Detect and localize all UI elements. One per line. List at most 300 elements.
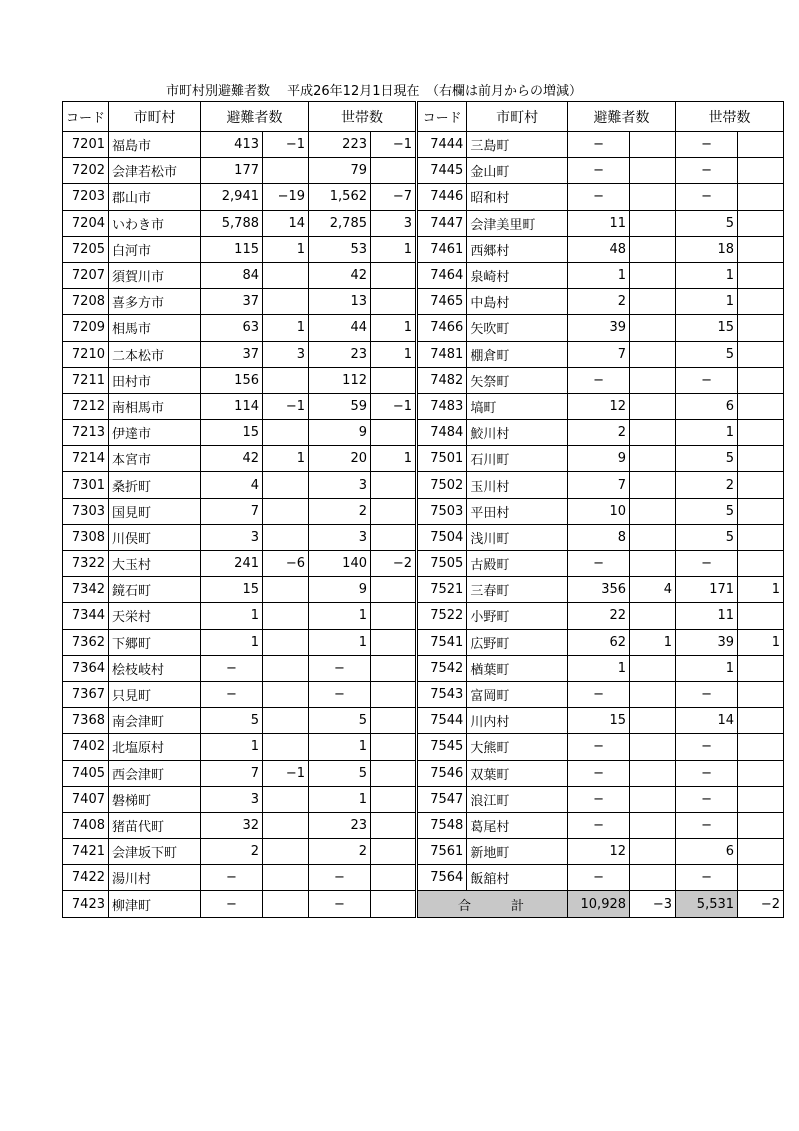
households-cell: 5 <box>309 760 371 786</box>
evacuees-change-cell <box>263 603 309 629</box>
evacuees-cell: 8 <box>568 524 630 550</box>
evacuees-cell: − <box>568 551 630 577</box>
table-row <box>63 498 784 524</box>
evacuees-change-cell <box>630 184 676 210</box>
evacuees-cell: − <box>201 865 263 891</box>
households-change-cell <box>371 603 417 629</box>
households-change-cell <box>738 734 784 760</box>
municipality-cell: 富岡町 <box>467 681 568 707</box>
households-change-cell <box>738 760 784 786</box>
code-cell: 7212 <box>63 393 109 419</box>
evacuees-cell: 7 <box>201 760 263 786</box>
code-cell: 7547 <box>417 786 467 812</box>
municipality-cell: 葛尾村 <box>467 812 568 838</box>
code-cell: 7482 <box>417 367 467 393</box>
municipality-cell: 会津若松市 <box>109 158 201 184</box>
municipality-cell: 北塩原村 <box>109 734 201 760</box>
evacuees-cell: 84 <box>201 262 263 288</box>
households-change-cell <box>738 262 784 288</box>
households-change-cell: 1 <box>371 236 417 262</box>
table-row <box>63 891 784 917</box>
evacuees-change-cell <box>263 367 309 393</box>
households-change-cell <box>738 289 784 315</box>
code-cell: 7465 <box>417 289 467 315</box>
municipality-cell: 湯川村 <box>109 865 201 891</box>
municipality-cell: 広野町 <box>467 629 568 655</box>
households-cell: 13 <box>309 289 371 315</box>
municipality-cell: 二本松市 <box>109 341 201 367</box>
households-change-cell <box>371 289 417 315</box>
evacuees-change-cell <box>630 132 676 158</box>
households-cell: 2 <box>309 498 371 524</box>
code-cell: 7214 <box>63 446 109 472</box>
evacuees-cell: − <box>201 891 263 917</box>
households-cell: 5 <box>676 210 738 236</box>
table-row <box>63 708 784 734</box>
households-cell: 6 <box>676 393 738 419</box>
households-change-cell: 1 <box>738 577 784 603</box>
code-cell: 7322 <box>63 551 109 577</box>
municipality-cell: 南会津町 <box>109 708 201 734</box>
code-cell: 7505 <box>417 551 467 577</box>
table-row <box>63 158 784 184</box>
municipality-cell: 桧枝岐村 <box>109 655 201 681</box>
code-cell: 7364 <box>63 655 109 681</box>
total-households-change: −2 <box>738 891 784 917</box>
code-cell: 7444 <box>417 132 467 158</box>
table-row <box>63 289 784 315</box>
evacuees-change-cell: −1 <box>263 132 309 158</box>
households-change-cell <box>371 760 417 786</box>
evacuees-change-cell <box>630 812 676 838</box>
evacuees-cell: 1 <box>201 603 263 629</box>
total-evacuees-change: −3 <box>630 891 676 917</box>
code-cell: 7211 <box>63 367 109 393</box>
header-code-right: コード <box>417 102 467 132</box>
evacuees-change-cell <box>263 420 309 446</box>
evacuees-cell: 15 <box>201 420 263 446</box>
households-cell: − <box>309 891 371 917</box>
households-cell: 18 <box>676 236 738 262</box>
municipality-cell: 石川町 <box>467 446 568 472</box>
households-cell: 15 <box>676 315 738 341</box>
municipality-cell: 塙町 <box>467 393 568 419</box>
municipality-cell: 桑折町 <box>109 472 201 498</box>
households-change-cell <box>371 734 417 760</box>
households-cell: 140 <box>309 551 371 577</box>
evacuees-cell: 9 <box>568 446 630 472</box>
code-cell: 7464 <box>417 262 467 288</box>
municipality-cell: いわき市 <box>109 210 201 236</box>
evacuees-change-cell <box>630 210 676 236</box>
households-cell: 5 <box>676 446 738 472</box>
evacuees-change-cell: 3 <box>263 341 309 367</box>
municipality-cell: 本宮市 <box>109 446 201 472</box>
header-evacuees: 避難者数 <box>201 102 309 132</box>
evacuees-cell: 37 <box>201 341 263 367</box>
municipality-cell: 新地町 <box>467 839 568 865</box>
evacuees-change-cell: 1 <box>263 446 309 472</box>
code-cell: 7542 <box>417 655 467 681</box>
evacuees-cell: 12 <box>568 839 630 865</box>
households-cell: − <box>676 786 738 812</box>
households-cell: 5 <box>676 341 738 367</box>
code-cell: 7208 <box>63 289 109 315</box>
code-cell: 7564 <box>417 865 467 891</box>
evacuees-change-cell <box>263 498 309 524</box>
evacuees-cell: 413 <box>201 132 263 158</box>
households-cell: 23 <box>309 341 371 367</box>
municipality-cell: 南相馬市 <box>109 393 201 419</box>
evacuees-change-cell <box>630 420 676 446</box>
code-cell: 7447 <box>417 210 467 236</box>
table-row <box>63 603 784 629</box>
households-cell: 59 <box>309 393 371 419</box>
evacuees-cell: 356 <box>568 577 630 603</box>
evacuees-cell: 7 <box>568 472 630 498</box>
households-change-cell: −1 <box>371 132 417 158</box>
code-cell: 7402 <box>63 734 109 760</box>
table-row <box>63 760 784 786</box>
table-row <box>63 184 784 210</box>
municipality-cell: 会津美里町 <box>467 210 568 236</box>
households-cell: 5 <box>676 524 738 550</box>
households-change-cell <box>371 262 417 288</box>
evacuee-table <box>62 101 784 918</box>
evacuees-change-cell <box>263 289 309 315</box>
code-cell: 7303 <box>63 498 109 524</box>
total-label: 合計 <box>417 891 568 917</box>
households-cell: − <box>309 655 371 681</box>
code-cell: 7362 <box>63 629 109 655</box>
evacuees-change-cell <box>263 524 309 550</box>
code-cell: 7207 <box>63 262 109 288</box>
evacuees-change-cell <box>630 681 676 707</box>
code-cell: 7201 <box>63 132 109 158</box>
code-cell: 7543 <box>417 681 467 707</box>
households-cell: 39 <box>676 629 738 655</box>
code-cell: 7503 <box>417 498 467 524</box>
evacuees-change-cell <box>630 158 676 184</box>
evacuees-change-cell <box>630 551 676 577</box>
code-cell: 7541 <box>417 629 467 655</box>
evacuees-change-cell <box>263 812 309 838</box>
households-change-cell <box>371 812 417 838</box>
evacuees-change-cell: −1 <box>263 760 309 786</box>
evacuees-change-cell <box>263 891 309 917</box>
evacuees-change-cell <box>630 524 676 550</box>
households-cell: − <box>676 158 738 184</box>
municipality-cell: 伊達市 <box>109 420 201 446</box>
households-change-cell <box>738 655 784 681</box>
municipality-cell: 天栄村 <box>109 603 201 629</box>
evacuees-cell: − <box>201 655 263 681</box>
code-cell: 7301 <box>63 472 109 498</box>
evacuees-cell: − <box>568 812 630 838</box>
evacuees-change-cell <box>630 446 676 472</box>
municipality-cell: 玉川村 <box>467 472 568 498</box>
municipality-cell: 只見町 <box>109 681 201 707</box>
municipality-cell: 西郷村 <box>467 236 568 262</box>
households-cell: 1 <box>309 603 371 629</box>
households-cell: 2 <box>676 472 738 498</box>
households-cell: 1 <box>309 629 371 655</box>
code-cell: 7204 <box>63 210 109 236</box>
municipality-cell: 大熊町 <box>467 734 568 760</box>
evacuees-change-cell: 14 <box>263 210 309 236</box>
evacuees-change-cell <box>630 603 676 629</box>
evacuees-cell: 32 <box>201 812 263 838</box>
evacuees-cell: 114 <box>201 393 263 419</box>
households-cell: 79 <box>309 158 371 184</box>
evacuees-cell: − <box>201 681 263 707</box>
households-change-cell <box>738 865 784 891</box>
households-cell: 5 <box>676 498 738 524</box>
municipality-cell: 鏡石町 <box>109 577 201 603</box>
evacuees-change-cell <box>630 839 676 865</box>
households-cell: 11 <box>676 603 738 629</box>
households-cell: 23 <box>309 812 371 838</box>
table-row <box>63 629 784 655</box>
evacuees-change-cell <box>263 158 309 184</box>
evacuees-change-cell <box>630 236 676 262</box>
code-cell: 7308 <box>63 524 109 550</box>
households-cell: 223 <box>309 132 371 158</box>
evacuees-change-cell: 4 <box>630 577 676 603</box>
evacuees-cell: − <box>568 184 630 210</box>
code-cell: 7545 <box>417 734 467 760</box>
households-cell: 6 <box>676 839 738 865</box>
households-change-cell <box>738 236 784 262</box>
households-change-cell <box>738 524 784 550</box>
evacuees-cell: 5 <box>201 708 263 734</box>
households-change-cell: −1 <box>371 393 417 419</box>
header-households-right: 世帯数 <box>676 102 784 132</box>
households-cell: − <box>676 132 738 158</box>
evacuees-change-cell <box>263 865 309 891</box>
evacuees-change-cell <box>630 367 676 393</box>
code-cell: 7504 <box>417 524 467 550</box>
code-cell: 7344 <box>63 603 109 629</box>
households-change-cell <box>738 603 784 629</box>
code-cell: 7407 <box>63 786 109 812</box>
evacuees-change-cell <box>263 681 309 707</box>
households-change-cell <box>371 655 417 681</box>
households-cell: 2,785 <box>309 210 371 236</box>
households-change-cell <box>738 681 784 707</box>
municipality-cell: 下郷町 <box>109 629 201 655</box>
evacuees-change-cell <box>263 262 309 288</box>
table-row <box>63 210 784 236</box>
code-cell: 7213 <box>63 420 109 446</box>
code-cell: 7521 <box>417 577 467 603</box>
page-title: 市町村別避難者数 平成26年12月1日現在 （右欄は前月からの増減） <box>166 84 582 99</box>
evacuees-cell: 11 <box>568 210 630 236</box>
total-households: 5,531 <box>676 891 738 917</box>
evacuees-cell: 15 <box>201 577 263 603</box>
code-cell: 7445 <box>417 158 467 184</box>
evacuees-change-cell <box>630 393 676 419</box>
households-cell: − <box>309 865 371 891</box>
households-cell: 42 <box>309 262 371 288</box>
evacuees-cell: 42 <box>201 446 263 472</box>
households-cell: 1 <box>676 289 738 315</box>
municipality-cell: 矢吹町 <box>467 315 568 341</box>
code-cell: 7484 <box>417 420 467 446</box>
code-cell: 7405 <box>63 760 109 786</box>
municipality-cell: 三島町 <box>467 132 568 158</box>
municipality-cell: 柳津町 <box>109 891 201 917</box>
evacuees-cell: 63 <box>201 315 263 341</box>
code-cell: 7501 <box>417 446 467 472</box>
evacuees-change-cell <box>263 629 309 655</box>
households-cell: 1 <box>676 420 738 446</box>
table-row <box>63 524 784 550</box>
code-cell: 7408 <box>63 812 109 838</box>
households-change-cell <box>738 210 784 236</box>
evacuees-cell: 156 <box>201 367 263 393</box>
table-row <box>63 367 784 393</box>
households-change-cell <box>371 420 417 446</box>
code-cell: 7466 <box>417 315 467 341</box>
municipality-cell: 川内村 <box>467 708 568 734</box>
evacuees-change-cell <box>263 839 309 865</box>
municipality-cell: 猪苗代町 <box>109 812 201 838</box>
table-row <box>63 236 784 262</box>
households-change-cell <box>738 839 784 865</box>
code-cell: 7423 <box>63 891 109 917</box>
households-cell: 1 <box>676 655 738 681</box>
households-change-cell <box>371 629 417 655</box>
evacuees-change-cell <box>630 760 676 786</box>
code-cell: 7421 <box>63 839 109 865</box>
municipality-cell: 相馬市 <box>109 315 201 341</box>
code-cell: 7483 <box>417 393 467 419</box>
evacuees-cell: 1 <box>201 734 263 760</box>
evacuees-cell: 2 <box>568 420 630 446</box>
households-change-cell <box>738 315 784 341</box>
municipality-cell: 金山町 <box>467 158 568 184</box>
code-cell: 7422 <box>63 865 109 891</box>
municipality-cell: 棚倉町 <box>467 341 568 367</box>
evacuees-cell: 39 <box>568 315 630 341</box>
table-row <box>63 315 784 341</box>
households-change-cell: 1 <box>371 446 417 472</box>
households-change-cell <box>371 367 417 393</box>
municipality-cell: 喜多方市 <box>109 289 201 315</box>
evacuees-change-cell <box>263 472 309 498</box>
code-cell: 7368 <box>63 708 109 734</box>
municipality-cell: 浪江町 <box>467 786 568 812</box>
evacuees-cell: 115 <box>201 236 263 262</box>
households-change-cell <box>738 132 784 158</box>
municipality-cell: 郡山市 <box>109 184 201 210</box>
code-cell: 7203 <box>63 184 109 210</box>
code-cell: 7522 <box>417 603 467 629</box>
households-change-cell <box>371 524 417 550</box>
households-cell: 1 <box>309 786 371 812</box>
header-evacuees-right: 避難者数 <box>568 102 676 132</box>
households-change-cell <box>738 367 784 393</box>
households-change-cell: 1 <box>371 315 417 341</box>
households-change-cell <box>371 577 417 603</box>
households-change-cell: −2 <box>371 551 417 577</box>
evacuees-cell: 2,941 <box>201 184 263 210</box>
municipality-cell: 田村市 <box>109 367 201 393</box>
households-change-cell <box>371 681 417 707</box>
households-cell: 44 <box>309 315 371 341</box>
code-cell: 7544 <box>417 708 467 734</box>
households-change-cell <box>738 708 784 734</box>
households-cell: − <box>676 551 738 577</box>
households-cell: − <box>676 812 738 838</box>
households-change-cell <box>371 708 417 734</box>
evacuees-cell: 48 <box>568 236 630 262</box>
evacuees-cell: − <box>568 681 630 707</box>
evacuees-cell: − <box>568 865 630 891</box>
table-row <box>63 734 784 760</box>
evacuees-change-cell: 1 <box>263 315 309 341</box>
table-row <box>63 577 784 603</box>
evacuees-change-cell <box>630 786 676 812</box>
evacuees-cell: − <box>568 786 630 812</box>
evacuees-change-cell: −6 <box>263 551 309 577</box>
table-row <box>63 551 784 577</box>
municipality-cell: 川俣町 <box>109 524 201 550</box>
municipality-cell: 楢葉町 <box>467 655 568 681</box>
evacuees-change-cell <box>630 341 676 367</box>
evacuees-change-cell <box>263 786 309 812</box>
municipality-cell: 矢祭町 <box>467 367 568 393</box>
evacuees-cell: 37 <box>201 289 263 315</box>
code-cell: 7561 <box>417 839 467 865</box>
households-change-cell <box>738 812 784 838</box>
evacuees-change-cell <box>263 655 309 681</box>
total-evacuees: 10,928 <box>568 891 630 917</box>
code-cell: 7342 <box>63 577 109 603</box>
households-cell: 2 <box>309 839 371 865</box>
municipality-cell: 大玉村 <box>109 551 201 577</box>
households-cell: 3 <box>309 472 371 498</box>
header-municipality: 市町村 <box>109 102 201 132</box>
households-cell: − <box>676 760 738 786</box>
households-change-cell <box>371 498 417 524</box>
households-change-cell: −7 <box>371 184 417 210</box>
evacuees-change-cell <box>263 708 309 734</box>
evacuees-cell: − <box>568 367 630 393</box>
households-change-cell: 1 <box>371 341 417 367</box>
evacuees-change-cell <box>630 498 676 524</box>
municipality-cell: 須賀川市 <box>109 262 201 288</box>
code-cell: 7446 <box>417 184 467 210</box>
evacuees-change-cell <box>630 708 676 734</box>
households-cell: − <box>676 367 738 393</box>
table-row <box>63 681 784 707</box>
table-row <box>63 132 784 158</box>
code-cell: 7367 <box>63 681 109 707</box>
households-cell: 20 <box>309 446 371 472</box>
households-change-cell <box>371 865 417 891</box>
evacuees-change-cell <box>630 262 676 288</box>
code-cell: 7202 <box>63 158 109 184</box>
evacuees-cell: 1 <box>568 262 630 288</box>
households-cell: − <box>309 681 371 707</box>
households-change-cell <box>738 158 784 184</box>
header-municipality-right: 市町村 <box>467 102 568 132</box>
header-code: コード <box>63 102 109 132</box>
households-change-cell <box>738 446 784 472</box>
municipality-cell: 飯舘村 <box>467 865 568 891</box>
